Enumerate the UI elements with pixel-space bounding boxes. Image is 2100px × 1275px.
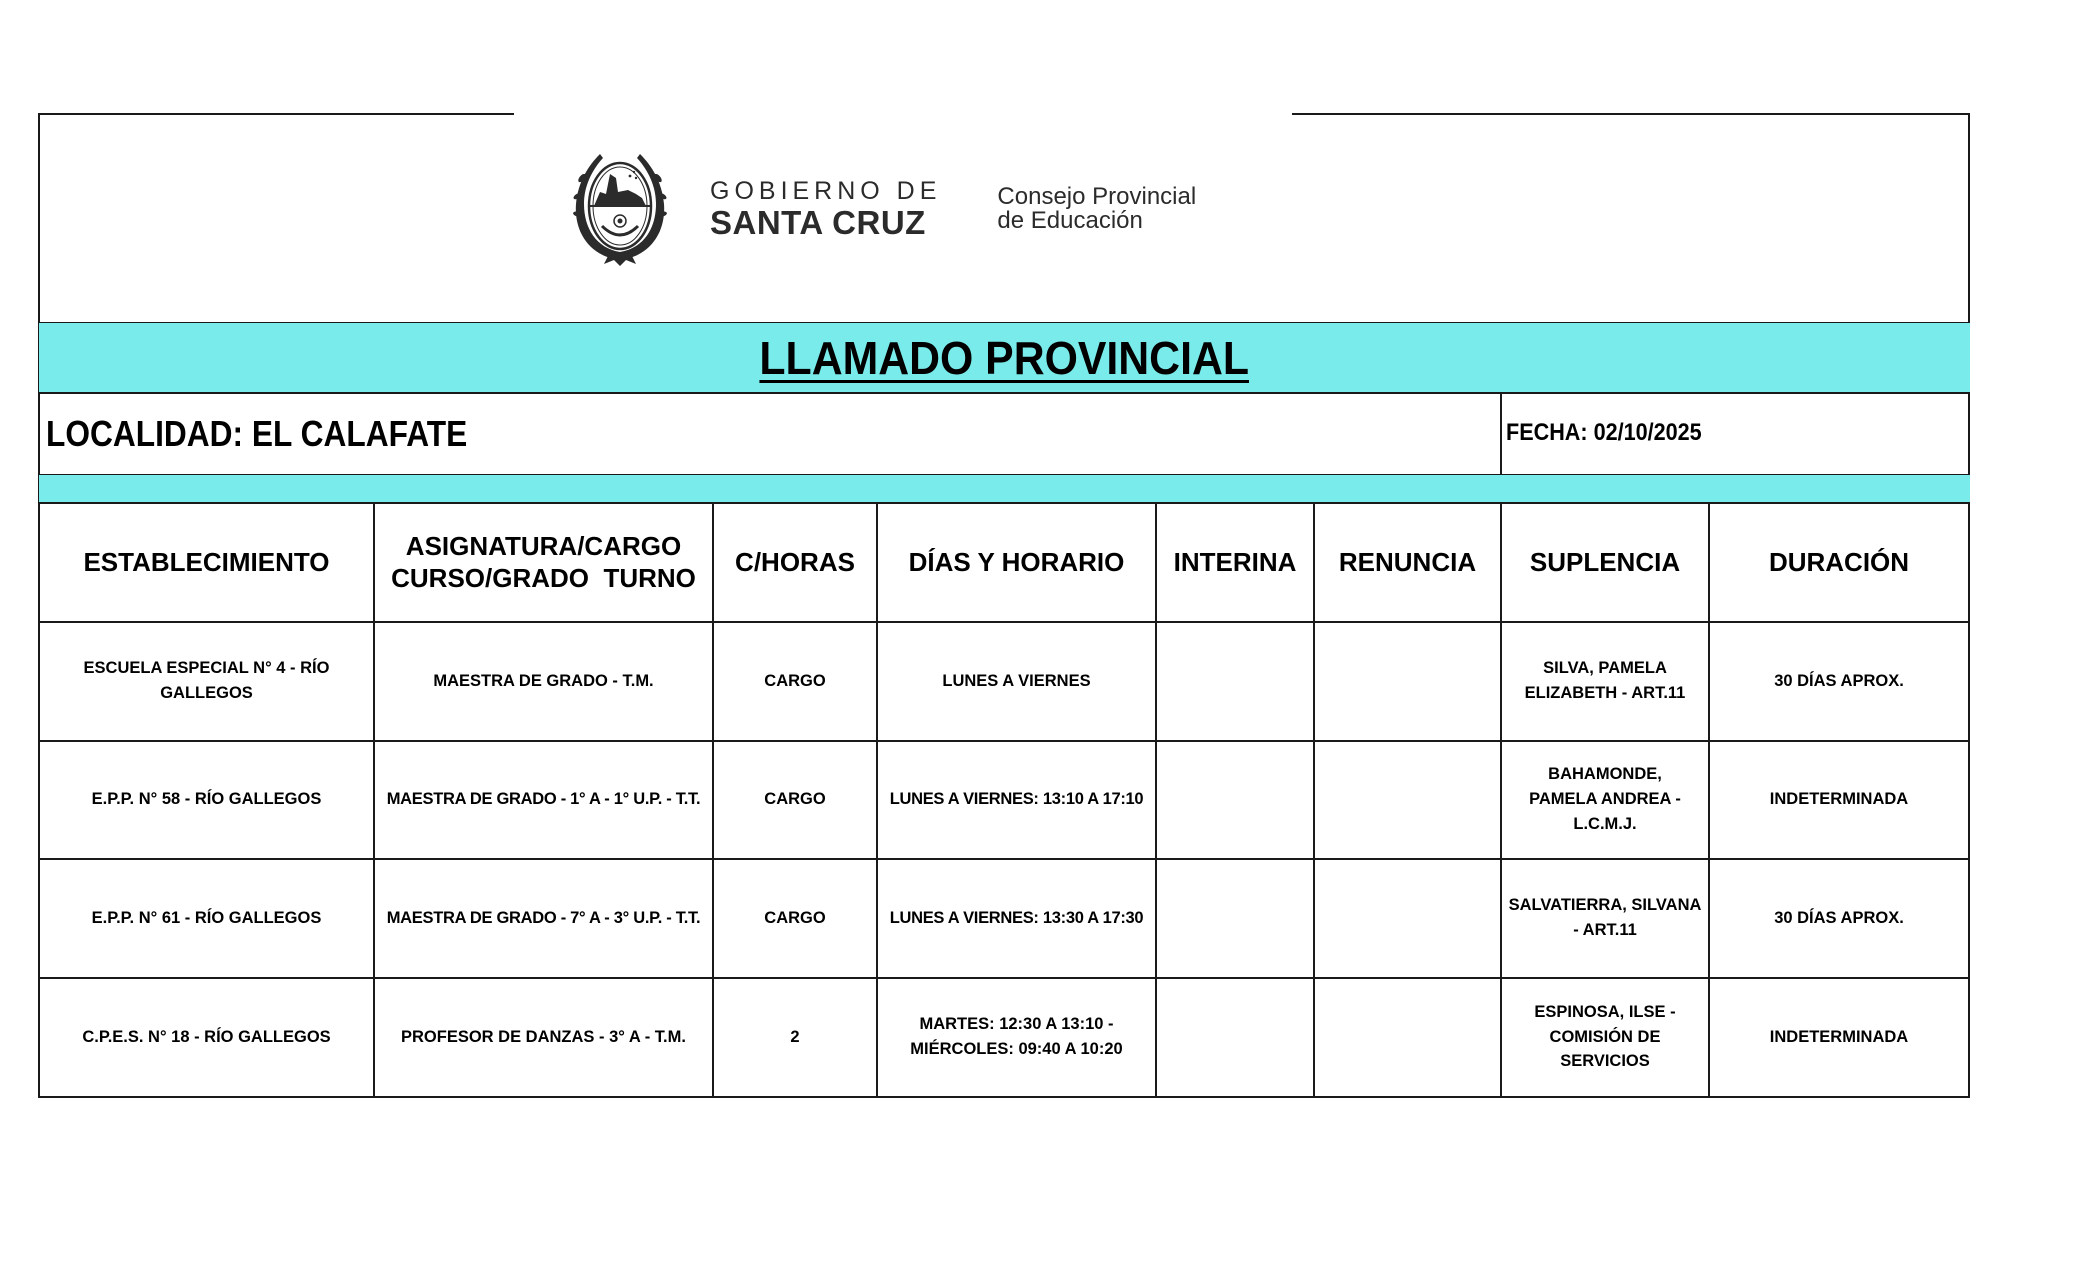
cell-suplencia: SALVATIERRA, SILVANA - ART.11 [1508,896,1702,939]
column-header-establecimiento: ESTABLECIMIENTO [83,546,330,577]
frame-bottom-border [38,1096,1970,1098]
column-header-interina: INTERINA [1173,546,1297,577]
column-header-duracion: DURACIÓN [1768,546,1910,577]
cell-renuncia [1315,978,1500,1096]
title-band [39,323,1970,393]
cell-interina [1157,622,1313,740]
cell-asignatura: MAESTRA DE GRADO - T.M. [433,671,654,690]
locality-label: LOCALIDAD: EL CALAFATE [46,413,468,454]
cell-renuncia [1315,622,1500,740]
column-header-asignatura [375,503,712,621]
cell-interina [1157,859,1313,977]
frame-right-border [1968,113,1970,1098]
cell-suplencia: ESPINOSA, ILSE - COMISIÓN DE SERVICIOS [1534,1002,1676,1071]
government-wordmark [710,179,941,239]
government-line1: GOBIERNO DE [710,177,942,205]
cell-horas: CARGO [764,671,826,690]
column-header-asignatura-line1: ASIGNATURA/CARGO [405,530,682,561]
cell-duracion: INDETERMINADA [1769,1027,1909,1046]
cell-horario: LUNES A VIERNES: 13:10 A 17:10 [889,790,1144,809]
location-date-row [39,393,1970,475]
cell-asignatura: MAESTRA DE GRADO - 7° A - 3° U.P. - T.T. [386,908,701,927]
divider [1500,393,1502,475]
cell-establecimiento: E.P.P. N° 61 - RÍO GALLEGOS [91,908,322,927]
column-header-horario: DÍAS Y HORARIO [908,546,1125,577]
cell-interina [1157,978,1313,1096]
cell-horario: LUNES A VIERNES: 13:30 A 17:30 [889,908,1144,927]
cell-horas: 2 [790,1027,800,1046]
provincial-coat-of-arms-icon [570,148,670,270]
column-header-renuncia: RENUNCIA [1338,546,1477,577]
cell-renuncia [1315,859,1500,977]
cell-interina [1157,741,1313,858]
cell-duracion: 30 DÍAS APROX. [1774,908,1904,927]
column-header-horas: C/HORAS [735,546,855,577]
cell-horas: CARGO [764,790,826,809]
frame-top-border-right [1292,113,1970,115]
council-line1: Consejo Provincial [997,183,1197,210]
page-title: LLAMADO PROVINCIAL [759,332,1250,384]
cell-suplencia: BAHAMONDE, PAMELA ANDREA - L.C.M.J. [1529,765,1681,833]
cell-horas: CARGO [764,908,826,927]
cell-suplencia: SILVA, PAMELA ELIZABETH - ART.11 [1524,659,1686,702]
header-logo [570,148,1196,270]
government-line2: SANTA CRUZ [710,204,926,241]
cell-duracion: INDETERMINADA [1769,790,1909,809]
cell-establecimiento: C.P.E.S. N° 18 - RÍO GALLEGOS [82,1027,331,1046]
council-line2: de Educación [997,207,1143,234]
council-wordmark [997,185,1196,233]
cell-renuncia [1315,741,1500,858]
cell-establecimiento: E.P.P. N° 58 - RÍO GALLEGOS [91,790,322,809]
cell-asignatura: MAESTRA DE GRADO - 1° A - 1° U.P. - T.T. [386,790,701,809]
cell-asignatura: PROFESOR DE DANZAS - 3° A - T.M. [401,1027,686,1046]
date-label: FECHA: 02/10/2025 [1506,419,1702,446]
frame-top-border-left [38,113,514,115]
column-header-suplencia: SUPLENCIA [1529,546,1681,577]
column-header-asignatura-line2: CURSO/GRADO TURNO [391,563,696,593]
cell-horario: LUNES A VIERNES [942,671,1091,690]
cell-horario: MARTES: 12:30 A 13:10 - MIÉRCOLES: 09:40 A 10:20 [910,1015,1123,1058]
cell-establecimiento: ESCUELA ESPECIAL N° 4 - RÍO GALLEGOS [83,659,330,702]
cell-duracion: 30 DÍAS APROX. [1774,671,1904,690]
spacer-band [39,475,1970,503]
